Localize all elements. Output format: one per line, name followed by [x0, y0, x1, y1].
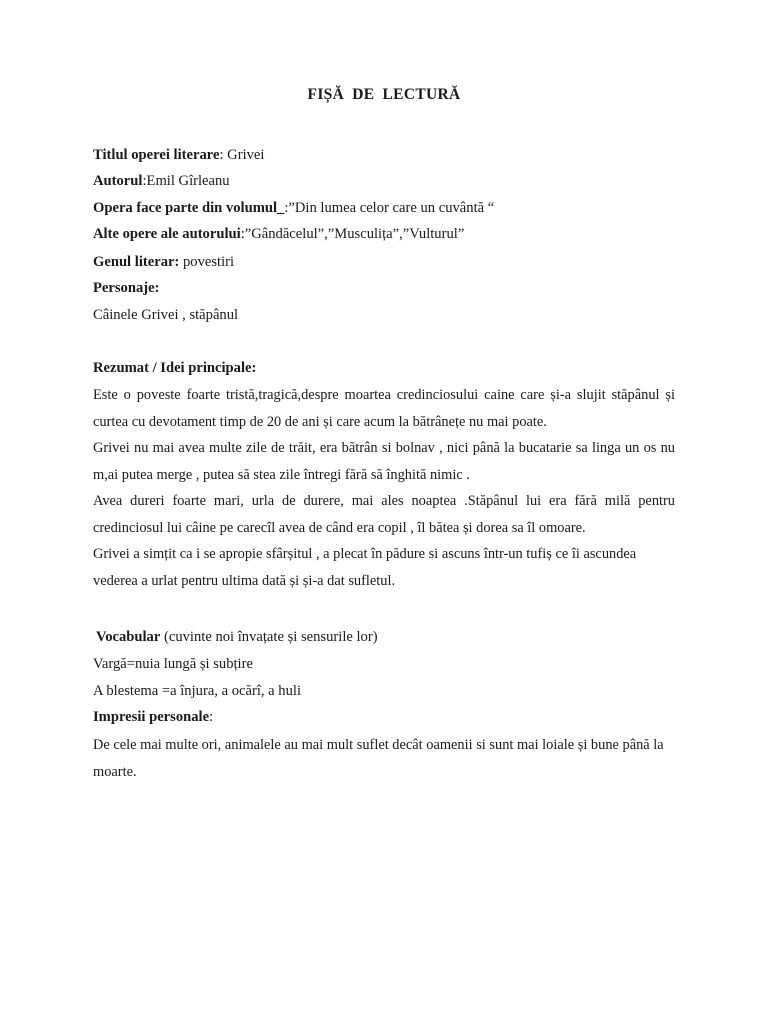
vocabulary-heading: [96, 627, 378, 647]
field-title-label: Titlul operei literare: [93, 147, 220, 163]
field-genre-label: Genul literar:: [93, 254, 180, 270]
field-characters-label: [93, 278, 159, 298]
vocabulary-heading-text: Vocabular: [96, 629, 161, 645]
impressions-colon: :: [209, 709, 214, 725]
field-genre-value: povestiri: [179, 254, 235, 270]
field-author-label: Autorul: [93, 173, 143, 189]
impressions-heading: [93, 707, 213, 727]
summary-body: [93, 382, 675, 594]
field-volume-value: :”Din lumea celor care un cuvântă “: [284, 200, 495, 216]
field-volume-label: Opera face parte din volumul_: [93, 200, 285, 216]
field-characters-value: Câinele Grivei , stăpânul: [93, 307, 239, 323]
field-title: [93, 145, 264, 165]
field-other-works-label: Alte opere ale autorului: [93, 226, 241, 242]
vocabulary-item-2: A blestema =a înjura, a ocărî, a huli: [93, 683, 302, 699]
summary-paragraph-4: Grivei a simțit ca i se apropie sfârșitul , a plecat în pădure si ascuns într-un tufiș ce îi ascundea vederea a urlat pentru ultima dată și și-a dat sufletul.: [93, 546, 637, 589]
characters-label: Personaje:: [93, 280, 160, 296]
vocabulary-note: (cuvinte noi învațate și sensurile lor): [160, 629, 378, 645]
field-author: [93, 171, 230, 191]
summary-heading: [93, 358, 256, 378]
field-title-value: : Grivei: [219, 147, 265, 163]
summary-paragraph-3: Avea dureri foarte mari, urla de durere, mai ales noaptea .Stăpânul lui era fără milă pentru credinciosul lui câine pe carecîl avea de când era copil , îl bătea și dorea sa îl omoare.: [93, 493, 675, 536]
field-other-works-value: :”Gândăcelul”,”Musculița”,”Vulturul”: [240, 226, 465, 242]
vocabulary-item-1: Vargă=nuia lungă și subțire: [93, 656, 253, 672]
impressions-body: [93, 732, 678, 785]
summary-paragraph-1: Este o poveste foarte tristă,tragică,despre moartea credinciosului caine care și-a slujit stăpânul și curtea cu devotament timp de 20 de ani și care acum la bătrânețe nu mai poate.: [93, 387, 675, 430]
field-volume: [93, 198, 494, 218]
field-other-works: [93, 224, 464, 244]
field-genre: [93, 252, 234, 272]
summary-heading-text: Rezumat / Idei principale:: [93, 360, 257, 376]
page-title: FIȘĂ DE LECTURĂ: [307, 86, 461, 103]
impressions-heading-text: Impresii personale: [93, 709, 210, 725]
impressions-text: De cele mai multe ori, animalele au mai mult suflet decât oamenii si sunt mai loiale și bune până la moarte.: [93, 737, 664, 780]
summary-paragraph-2: Grivei nu mai avea multe zile de trăit, era bătrân si bolnav , nici până la bucatarie sa linga un os nu m,ai putea merge , putea să stea zile întregi fără să înghită nimic .: [93, 440, 675, 483]
field-author-value: :Emil Gîrleanu: [142, 173, 230, 189]
